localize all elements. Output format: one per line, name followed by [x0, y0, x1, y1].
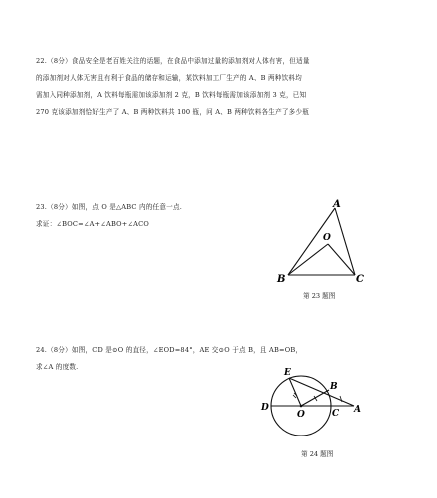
- label-b: B: [277, 274, 286, 285]
- segment-co: [328, 244, 355, 275]
- angle-mark-eod: [293, 395, 296, 398]
- label-o: O: [323, 233, 331, 243]
- label-c: C: [356, 274, 364, 285]
- question-24-line-1: 24.（8分）如图，CD 是⊙O 的直径，∠EOD=84°，AE 交⊙O 于点 B，且 AB=OB，: [36, 346, 303, 354]
- question-23-line-1: 23.（8分）如图，点 O 是△ABC 内的任意一点.: [36, 203, 183, 211]
- label-o: O: [297, 410, 305, 420]
- question-23-line-2: 求证：∠BOC=∠A+∠ABO+∠ACO: [36, 220, 149, 228]
- label-e: E: [284, 368, 291, 378]
- label-c: C: [332, 409, 340, 419]
- figure-23-caption: 第 23 题图: [303, 292, 336, 300]
- question-22-line-2: 的添加剂对人体无害且有利于食品的储存和运输，某饮料加工厂生产的 A、B 两种饮料均: [36, 74, 302, 82]
- question-24-line-2: 求∠A 的度数.: [36, 363, 79, 371]
- question-22: [36, 53, 416, 121]
- triangle-figure-23: [272, 196, 372, 291]
- label-a: A: [333, 199, 341, 210]
- segment-bo: [288, 244, 328, 275]
- label-b: B: [330, 382, 338, 392]
- question-22-line-3: 需加入同种添加剂，A 饮料每瓶需加该添加剂 2 克，B 饮料每瓶需加该添加剂 3 克，已知: [36, 91, 307, 99]
- question-22-line-1: 22.（8分）食品安全是老百姓关注的话题，在食品中添加过量的添加剂对人体有害，但适量: [36, 57, 310, 65]
- label-d: D: [261, 403, 269, 413]
- figure-24-caption: 第 24 题图: [301, 450, 334, 458]
- segment-ac: [335, 208, 355, 275]
- tick-ab: [340, 396, 342, 402]
- center-point-o: [300, 405, 303, 408]
- circle-figure-24: [256, 364, 376, 436]
- question-22-line-4: 270 克该添加剂恰好生产了 A、B 两种饮料共 100 瓶，问 A、B 两种饮料各生产了多少瓶: [36, 108, 310, 116]
- label-a: A: [354, 405, 361, 415]
